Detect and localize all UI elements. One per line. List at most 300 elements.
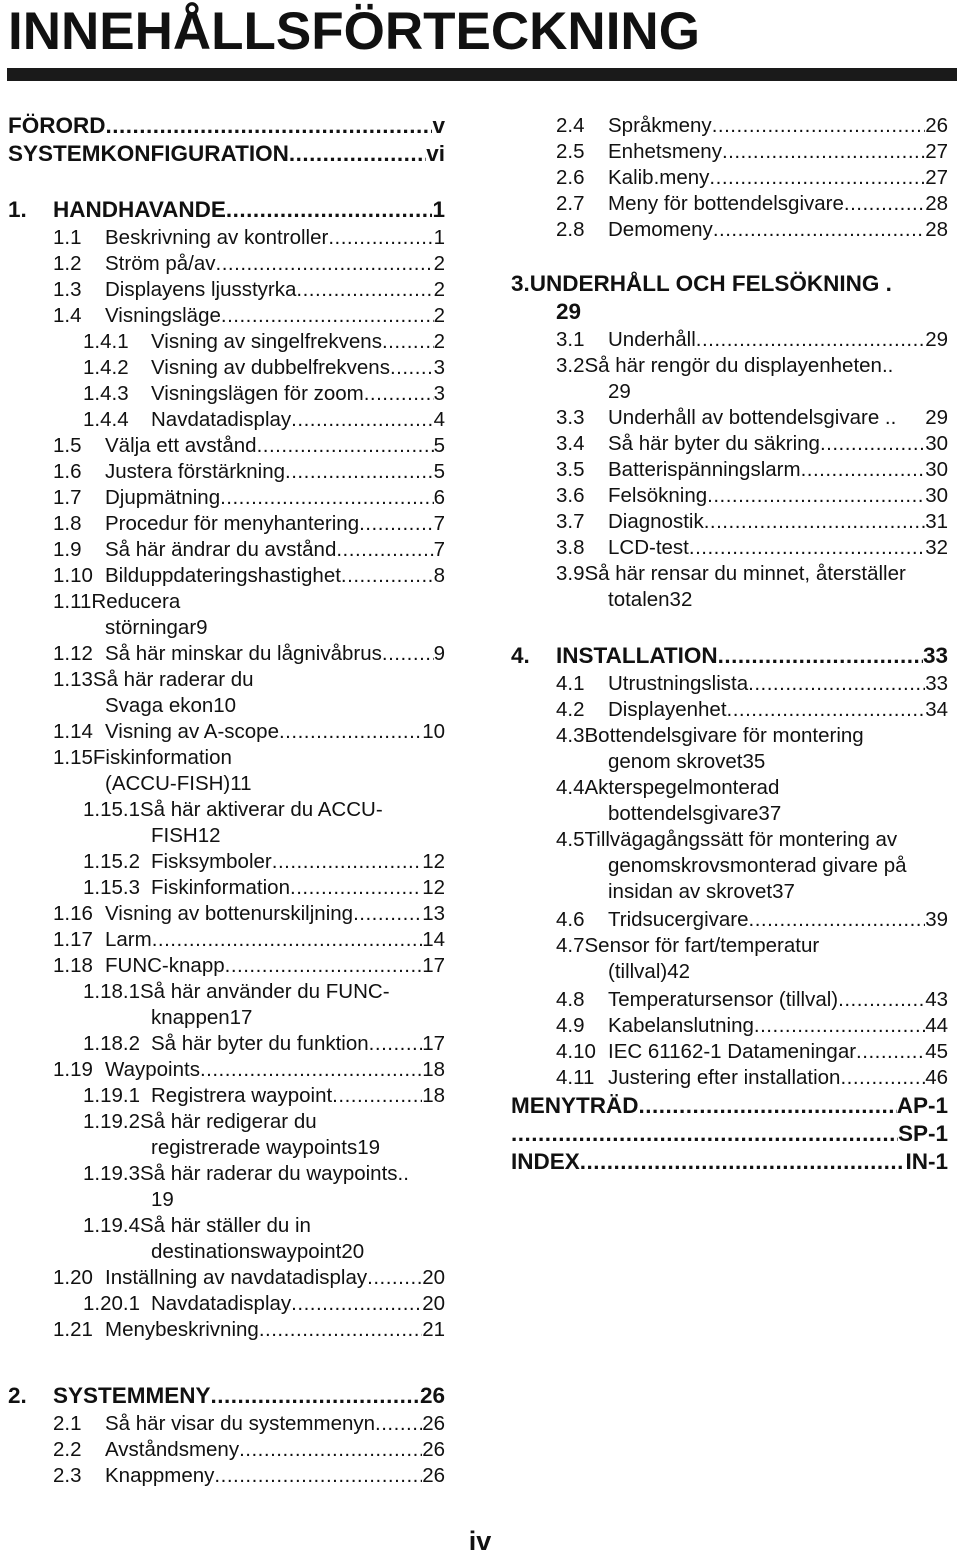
toc-entry-page: 3 [433,382,445,405]
toc-entry-label: Akterspegelmonterad [584,776,780,799]
toc-entry[interactable] [556,456,948,483]
toc-entry-page: 1 [432,197,445,222]
toc-entry-number: 3.1 [556,328,585,351]
toc-entry-page: 12 [422,850,445,873]
toc-entry[interactable] [556,190,948,217]
toc-entry[interactable] [53,900,445,927]
toc-entry[interactable] [151,1004,445,1031]
toc-entry[interactable] [556,1012,948,1039]
toc-entry-label: INDEX [511,1149,580,1174]
toc-entry-label: Utrustningslista [608,672,749,695]
toc-entry-number: 3.5 [556,458,585,481]
toc-entry-label: SYSTEMMENY [53,1383,211,1408]
toc-entry[interactable] [53,250,445,277]
toc-entry-page: 8 [433,564,445,587]
toc-entry[interactable] [556,560,948,587]
toc-entry-leader [838,986,925,1013]
toc-entry-number: 1.2 [53,252,82,275]
toc-entry-label: Så här visar du systemmenyn [105,1412,376,1435]
toc-entry-page: 6 [433,486,445,509]
toc-entry-label: Navdatadisplay [151,408,292,431]
toc-entry-label: Så här byter du funktion [151,1032,369,1055]
toc-entry-label: Batterispänningslarm [608,458,801,481]
toc-entry-leader [801,456,926,483]
toc-entry-page: 2 [433,278,445,301]
toc-entry[interactable] [151,1238,445,1265]
toc-entry-label: Procedur för menyhantering [105,512,360,535]
toc-entry-number: 1.6 [53,460,82,483]
toc-entry-number: 1.18.1 [83,980,140,1003]
toc-entry[interactable] [53,302,445,329]
toc-entry-leader [226,196,433,223]
toc-entry[interactable] [556,216,948,243]
toc-entry-leader [332,1082,422,1109]
toc-entry-number: 1.18 [53,954,93,977]
toc-entry-label: Underhåll av bottendelsgivare .. [608,406,897,429]
toc-entry-label: Visning av A-scope [105,720,279,743]
toc-entry[interactable] [511,270,948,297]
toc-entry-leader [709,164,925,191]
toc-entry[interactable] [83,848,445,875]
toc-entry[interactable] [556,670,948,697]
toc-entry-page: 29 [925,406,948,429]
toc-entry-number: 2.7 [556,192,585,215]
toc-entry-label: Visning av dubbelfrekvens [151,356,390,379]
toc-entry-page: 7 [433,512,445,535]
toc-entry-leader [214,1462,422,1489]
toc-entry-leader [722,138,925,165]
toc-entry-number: 4. [511,643,530,668]
toc-entry[interactable] [556,826,948,853]
toc-entry-page: 30 [925,432,948,455]
toc-entry-number: 1.19.4 [83,1214,140,1237]
toc-entry-leader [272,848,422,875]
toc-entry-leader [364,380,434,407]
toc-entry-label: (tillval)42 [608,960,691,983]
toc-entry-page: 34 [925,698,948,721]
toc-entry-label: MENYTRÄD [511,1093,639,1118]
toc-entry-label: Meny för bottendelsgivare [608,192,844,215]
toc-entry[interactable] [556,404,948,431]
toc-entry[interactable] [608,586,948,613]
toc-entry[interactable] [53,1462,445,1489]
toc-entry-page: AP-1 [896,1093,948,1118]
toc-entry-label: Svaga ekon10 [105,694,237,717]
toc-entry-leader [341,562,434,589]
toc-entry-leader [291,1290,422,1317]
toc-entry[interactable] [151,1134,445,1161]
toc-entry-leader [511,1120,898,1147]
toc-entry-leader [353,900,422,927]
toc-entry[interactable] [53,1410,445,1437]
toc-entry[interactable] [556,1038,948,1065]
toc-entry-label: (ACCU-FISH)11 [105,772,252,795]
toc-entry-number: 3.7 [556,510,585,533]
toc-entry[interactable] [105,770,445,797]
toc-entry[interactable] [83,1160,445,1187]
toc-entry[interactable] [83,354,445,381]
toc-entry-label: Så här ställer du in [140,1214,311,1237]
toc-entry-number: 3.3 [556,406,585,429]
toc-entry[interactable] [83,874,445,901]
toc-entry-number: 4.5 [556,828,585,851]
toc-entry-leader [289,140,426,167]
toc-entry-page: 31 [925,510,948,533]
page-number: iv [468,1526,492,1556]
toc-entry-page: 17 [422,954,445,977]
toc-entry-page: 44 [925,1014,948,1037]
toc-entry-label: Displayens ljusstyrka [105,278,297,301]
toc-entry-label: Sensor för fart/temperatur [584,934,820,957]
toc-entry-leader [239,1436,422,1463]
toc-entry-number: 4.9 [556,1014,585,1037]
toc-entry[interactable] [53,926,445,953]
toc-entry[interactable] [556,534,948,561]
toc-entry-number: 2. [8,1383,27,1408]
toc-entry[interactable] [511,1120,948,1147]
toc-entry[interactable] [83,1030,445,1057]
toc-entry[interactable] [556,430,948,457]
toc-entry[interactable] [556,508,948,535]
toc-entry-leader [359,510,433,537]
toc-entry-leader [754,1012,925,1039]
toc-entry-label: Tillvägagångssätt för montering av [584,828,898,851]
toc-entry[interactable] [556,326,948,353]
toc-entry-label: Felsökning [608,484,708,507]
toc-entry-number: 1.19.1 [83,1084,140,1107]
toc-entry-label: Bottendelsgivare för montering [584,724,864,747]
toc-entry-leader [580,1148,906,1175]
toc-entry[interactable] [556,1064,948,1091]
toc-entry-number: 1.4.4 [83,408,129,431]
toc-entry-number: 1.5 [53,434,82,457]
toc-entry-page: 5 [433,460,445,483]
toc-entry-page: 21 [422,1318,445,1341]
toc-entry[interactable] [556,774,948,801]
toc-entry-label: Underhåll [608,328,696,351]
toc-entry[interactable] [53,276,445,303]
toc-entry-page: 27 [925,140,948,163]
toc-entry[interactable] [53,666,445,693]
toc-entry-page: 9 [433,642,445,665]
toc-entry-number: 3.8 [556,536,585,559]
toc-entry-label: Diagnostik [608,510,704,533]
toc-entry-page: 29 [925,328,948,351]
toc-entry[interactable] [105,692,445,719]
toc-entry-number: 1.21 [53,1318,93,1341]
toc-entry-label: Fisksymboler [151,850,272,873]
toc-entry[interactable] [556,298,948,325]
toc-entry-label: 19 [151,1188,174,1211]
toc-entry-label: Knappmeny [105,1464,215,1487]
toc-entry-number: 1.19.3 [83,1162,140,1185]
toc-entry-number: 4.1 [556,672,585,695]
toc-entry[interactable] [53,952,445,979]
toc-entry-number: 1.4.2 [83,356,129,379]
toc-entry-leader [285,458,434,485]
toc-entry[interactable] [608,748,948,775]
toc-entry[interactable] [53,536,445,563]
toc-entry-label: INSTALLATION [556,643,718,668]
toc-entry-page: v [432,113,445,138]
toc-entry-label: totalen32 [608,588,693,611]
toc-entry-label: 29 [608,380,631,403]
toc-entry-leader [718,642,923,669]
toc-entry-page: 43 [925,988,948,1011]
toc-entry[interactable] [83,978,445,1005]
toc-entry-page: 26 [925,114,948,137]
toc-entry-label: Så här minskar du lågnivåbrus [105,642,382,665]
toc-entry-number: 1.7 [53,486,82,509]
toc-entry-leader [225,952,423,979]
toc-entry-number: 2.2 [53,1438,82,1461]
toc-entry-number: 1.8 [53,512,82,535]
toc-entry-label: Visningsläge [105,304,221,327]
toc-entry-label: Så här raderar du [92,668,254,691]
toc-entry-leader [712,112,926,139]
toc-entry-page: 20 [422,1292,445,1315]
toc-entry[interactable] [53,1316,445,1343]
toc-entry-label: Menybeskrivning [105,1318,259,1341]
toc-entry[interactable] [53,1056,445,1083]
toc-entry-leader [639,1092,897,1119]
toc-entry-page: 26 [422,1412,445,1435]
toc-entry-leader [106,112,433,139]
toc-entry-leader [707,482,925,509]
toc-entry-label: Justera förstärkning [105,460,286,483]
toc-entry-label: Registrera waypoint [151,1084,333,1107]
toc-entry-label: Reducera [91,590,181,613]
toc-entry[interactable] [53,718,445,745]
toc-entry-label: FÖRORD [8,113,106,138]
toc-entry-number: 1.4 [53,304,82,327]
toc-entry-number: 1.9 [53,538,82,561]
toc-entry-label: genom skrovet35 [608,750,766,773]
toc-entry-page: 2 [433,252,445,275]
toc-entry[interactable] [556,696,948,723]
toc-entry-page: 28 [925,218,948,241]
toc-entry[interactable] [556,722,948,749]
toc-entry-leader [220,484,434,511]
toc-entry-page: 18 [422,1058,445,1081]
toc-entry-page: 10 [422,720,445,743]
toc-entry[interactable] [556,906,948,933]
toc-entry-leader [748,670,925,697]
toc-entry-leader [820,430,925,457]
toc-entry-number: 1.11 [53,590,92,613]
toc-entry[interactable] [53,1436,445,1463]
toc-entry-number: 2.4 [556,114,585,137]
toc-entry-number: 1.3 [53,278,82,301]
toc-entry-label: knappen17 [151,1006,253,1029]
toc-entry-page: 46 [925,1066,948,1089]
toc-entry-leader [749,906,926,933]
toc-entry[interactable] [83,1290,445,1317]
toc-entry-label: Demomeny [608,218,713,241]
toc-entry-number: 3. [511,271,530,296]
toc-entry-label: Så här rengör du displayenheten.. [584,354,894,377]
toc-entry-leader [279,718,422,745]
toc-entry[interactable] [511,642,948,669]
toc-entry-number: 4.7 [556,934,585,957]
toc-entry[interactable] [53,562,445,589]
toc-entry-page: 12 [422,876,445,899]
toc-entry[interactable] [53,484,445,511]
toc-entry[interactable] [53,224,445,251]
toc-entry[interactable] [105,614,445,641]
toc-entry-label: Djupmätning [105,486,221,509]
toc-entry-number: 1.20 [53,1266,93,1289]
toc-entry[interactable] [556,932,948,959]
toc-entry[interactable] [83,1212,445,1239]
toc-entry-label: Kabelanslutning [608,1014,754,1037]
toc-entry-leader [375,1410,422,1437]
toc-entry-label: FUNC-knapp [105,954,225,977]
toc-entry-number: 2.3 [53,1464,82,1487]
toc-entry[interactable] [151,822,445,849]
toc-entry[interactable] [556,986,948,1013]
toc-entry-label: bottendelsgivare37 [608,802,782,825]
toc-entry-leader [844,190,925,217]
toc-entry[interactable] [53,588,445,615]
toc-entry-page: 26 [419,1383,445,1408]
toc-entry[interactable] [83,1082,445,1109]
toc-entry-number: 1.17 [53,928,93,951]
toc-entry-number: 1.10 [53,564,93,587]
toc-entry[interactable] [556,482,948,509]
toc-entry[interactable] [83,796,445,823]
toc-entry-page: 26 [422,1438,445,1461]
toc-entry[interactable] [53,1264,445,1291]
toc-entry-number: 4.10 [556,1040,596,1063]
toc-entry[interactable] [608,378,948,405]
toc-entry-leader [259,1316,422,1343]
toc-entry-label: Språkmeny [608,114,712,137]
toc-entry-label: IEC 61162-1 Datameningar [608,1040,857,1063]
toc-entry-leader [257,432,434,459]
toc-entry-label: Avståndsmeny [105,1438,240,1461]
toc-entry-page: 33 [925,672,948,695]
toc-entry-leader [382,328,434,355]
toc-entry[interactable] [8,140,445,167]
toc-entry[interactable] [53,640,445,667]
toc-entry-leader [211,1382,420,1409]
toc-entry-label: Displayenhet [608,698,727,721]
toc-entry[interactable] [83,380,445,407]
toc-entry-leader [704,508,925,535]
toc-entry-number: 1.1 [53,226,82,249]
toc-entry-page: 39 [925,908,948,931]
toc-entry-number: 2.5 [556,140,585,163]
toc-entry-number: 1.15.3 [83,876,140,899]
toc-entry[interactable] [83,1108,445,1135]
toc-entry-leader [336,536,433,563]
toc-entry[interactable] [511,1092,948,1119]
toc-entry-leader [727,696,926,723]
toc-entry[interactable] [53,510,445,537]
toc-entry-leader [290,874,422,901]
toc-entry-label: Så här aktiverar du ACCU- [140,798,383,821]
toc-entry[interactable] [556,352,948,379]
toc-entry-leader [713,216,925,243]
toc-entry-page: SP-1 [897,1121,948,1146]
toc-entry-leader [200,1056,422,1083]
toc-entry[interactable] [83,406,445,433]
toc-entry-number: 1.15.2 [83,850,140,873]
toc-entry[interactable] [8,196,445,223]
toc-entry[interactable] [608,878,948,905]
toc-entry-label: Så här rensar du minnet, återställer [584,562,906,585]
toc-entry-label: Visning av singelfrekvens [151,330,382,353]
toc-entry-label: Välja ett avstånd [105,434,257,457]
toc-entry[interactable] [608,800,948,827]
toc-entry-label: UNDERHÅLL OCH FELSÖKNING . [529,271,892,296]
toc-entry-number: 1.12 [53,642,93,665]
toc-entry-leader [296,276,433,303]
toc-entry[interactable] [53,432,445,459]
toc-entry-leader [328,224,433,251]
toc-entry-label: FISH12 [151,824,221,847]
toc-entry[interactable] [608,958,948,985]
toc-entry-number: 1. [8,197,27,222]
toc-entry-page: 28 [925,192,948,215]
toc-entry[interactable] [556,164,948,191]
toc-entry-page: 5 [433,434,445,457]
toc-entry-label: Visningslägen för zoom [151,382,364,405]
toc-entry-page: 26 [422,1464,445,1487]
toc-entry-number: 1.4.3 [83,382,129,405]
toc-entry[interactable] [151,1186,445,1213]
toc-entry[interactable] [83,328,445,355]
page-title: INNEHÅLLSFÖRTECKNING [8,2,700,61]
toc-entry-label: Tridsucergivare [608,908,749,931]
toc-entry[interactable] [53,458,445,485]
toc-entry-number: 4.2 [556,698,585,721]
toc-entry-leader [291,406,433,433]
toc-entry-page: 27 [925,166,948,189]
toc-entry-label: Visning av bottenurskiljning [105,902,354,925]
toc-entry-label: Ström på/av [105,252,216,275]
toc-entry-number: 1.4.1 [83,330,129,353]
toc-entry-page: 2 [433,330,445,353]
toc-entry-page: 13 [422,902,445,925]
toc-entry[interactable] [511,1148,948,1175]
toc-entry-page: 18 [422,1084,445,1107]
toc-entry[interactable] [556,112,948,139]
toc-entry-label: 29 [556,299,582,324]
toc-entry[interactable] [8,112,445,139]
toc-entry-label: Fiskinformation [151,876,290,899]
toc-entry[interactable] [556,138,948,165]
toc-entry-label: störningar9 [105,616,208,639]
toc-entry[interactable] [8,1382,445,1409]
toc-entry[interactable] [53,744,445,771]
toc-entry-label: Inställning av navdatadisplay [105,1266,368,1289]
toc-entry-number: 3.6 [556,484,585,507]
toc-entry-page: 3 [433,356,445,379]
toc-entry-label: insidan av skrovet37 [608,880,795,903]
toc-entry[interactable] [608,852,948,879]
toc-entry-number: 1.13 [53,668,93,691]
toc-entry-label: Justering efter installation [608,1066,841,1089]
toc-entry-leader [689,534,925,561]
toc-entry-label: HANDHAVANDE [53,197,226,222]
toc-entry-number: 4.4 [556,776,585,799]
toc-entry-label: Fiskinformation [92,746,232,769]
toc-entry-page: 30 [925,484,948,507]
toc-entry-number: 1.16 [53,902,93,925]
toc-entry-number: 4.11 [556,1066,595,1089]
